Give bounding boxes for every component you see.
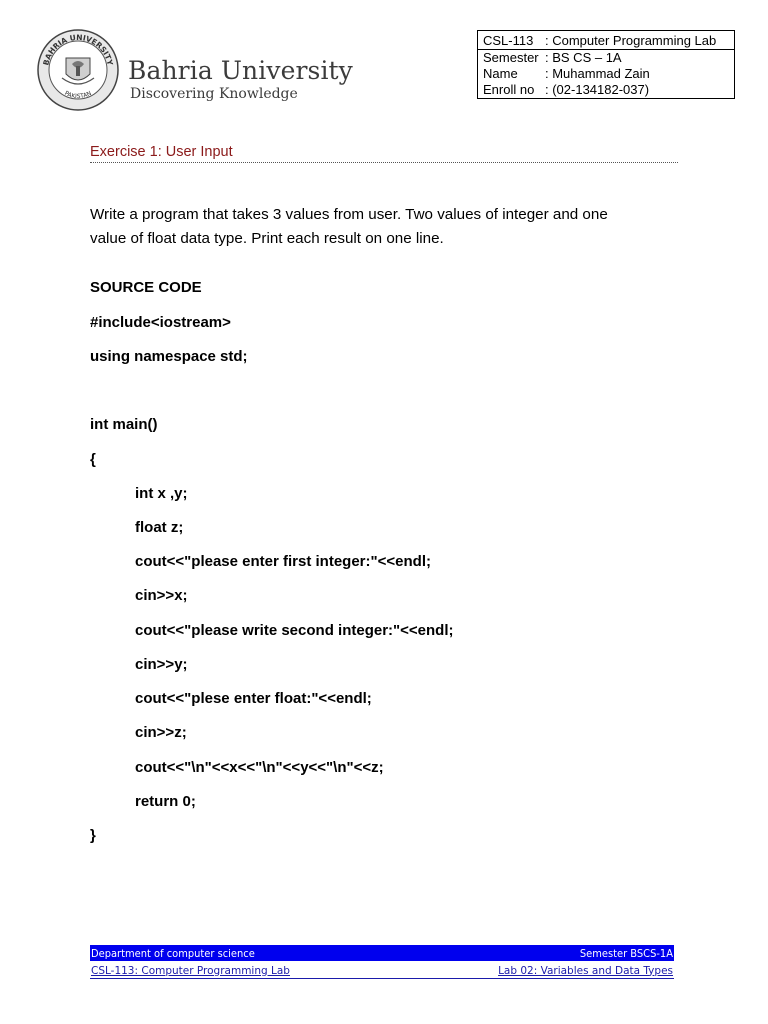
enroll-cell (478, 81, 735, 99)
footer-bar (90, 945, 674, 961)
source-code-heading: SOURCE CODE (90, 279, 202, 296)
university-tagline: Discovering Knowledge (130, 86, 298, 102)
description-line: Write a program that takes 3 values from user. Two values of integer and one (90, 206, 608, 223)
footer-department: Department of computer science (91, 946, 255, 960)
university-logo (36, 28, 120, 112)
footer-semester: Semester BSCS-1A (579, 946, 673, 960)
university-name: Bahria University (128, 56, 353, 85)
name-cell (478, 65, 735, 81)
course-code-label: CSL-113 (483, 32, 534, 48)
code-line: cin>>z; (135, 724, 187, 741)
code-line: cin>>y; (135, 656, 188, 673)
code-line: cout<<"please enter first integer:"<<endl; (135, 553, 431, 570)
semester-cell (478, 50, 735, 66)
code-line: cin>>x; (135, 587, 188, 604)
footer-lab: Lab 02: Variables and Data Types (498, 964, 673, 977)
course-cell (478, 31, 735, 50)
exercise-title: Exercise 1: User Input (90, 144, 678, 163)
name-label: Name (483, 65, 518, 81)
semester-value: : BS CS – 1A (545, 50, 622, 65)
footer-course: CSL-113: Computer Programming Lab (91, 964, 290, 977)
course-name-value: : Computer Programming Lab (545, 32, 717, 48)
code-line: #include<iostream> (90, 314, 231, 331)
code-line: cout<<"\n"<<x<<"\n"<<y<<"\n"<<z; (135, 759, 384, 776)
code-line: cout<<"please write second integer:"<<endl; (135, 622, 454, 639)
code-line: int x ,y; (135, 485, 188, 502)
description-line: value of float data type. Print each result on one line. (90, 230, 444, 247)
code-line: float z; (135, 519, 184, 536)
footer-subline (90, 963, 674, 979)
svg-text:BAHRIA UNIVERSITY: BAHRIA UNIVERSITY (41, 32, 115, 67)
name-value: : Muhammad Zain (545, 65, 650, 81)
svg-text:PAKISTAN: PAKISTAN (63, 89, 93, 101)
student-info-table (477, 30, 735, 99)
code-line: int main() (90, 416, 158, 433)
exercise-description (90, 203, 690, 251)
semester-label: Semester (483, 50, 539, 65)
code-line: return 0; (135, 793, 196, 810)
enroll-label: Enroll no (483, 82, 535, 97)
code-line: using namespace std; (90, 348, 248, 365)
code-line: } (90, 827, 96, 844)
enroll-value: : (02-134182-037) (545, 82, 650, 97)
code-line: cout<<"plese enter float:"<<endl; (135, 690, 372, 707)
code-line: { (90, 451, 96, 468)
